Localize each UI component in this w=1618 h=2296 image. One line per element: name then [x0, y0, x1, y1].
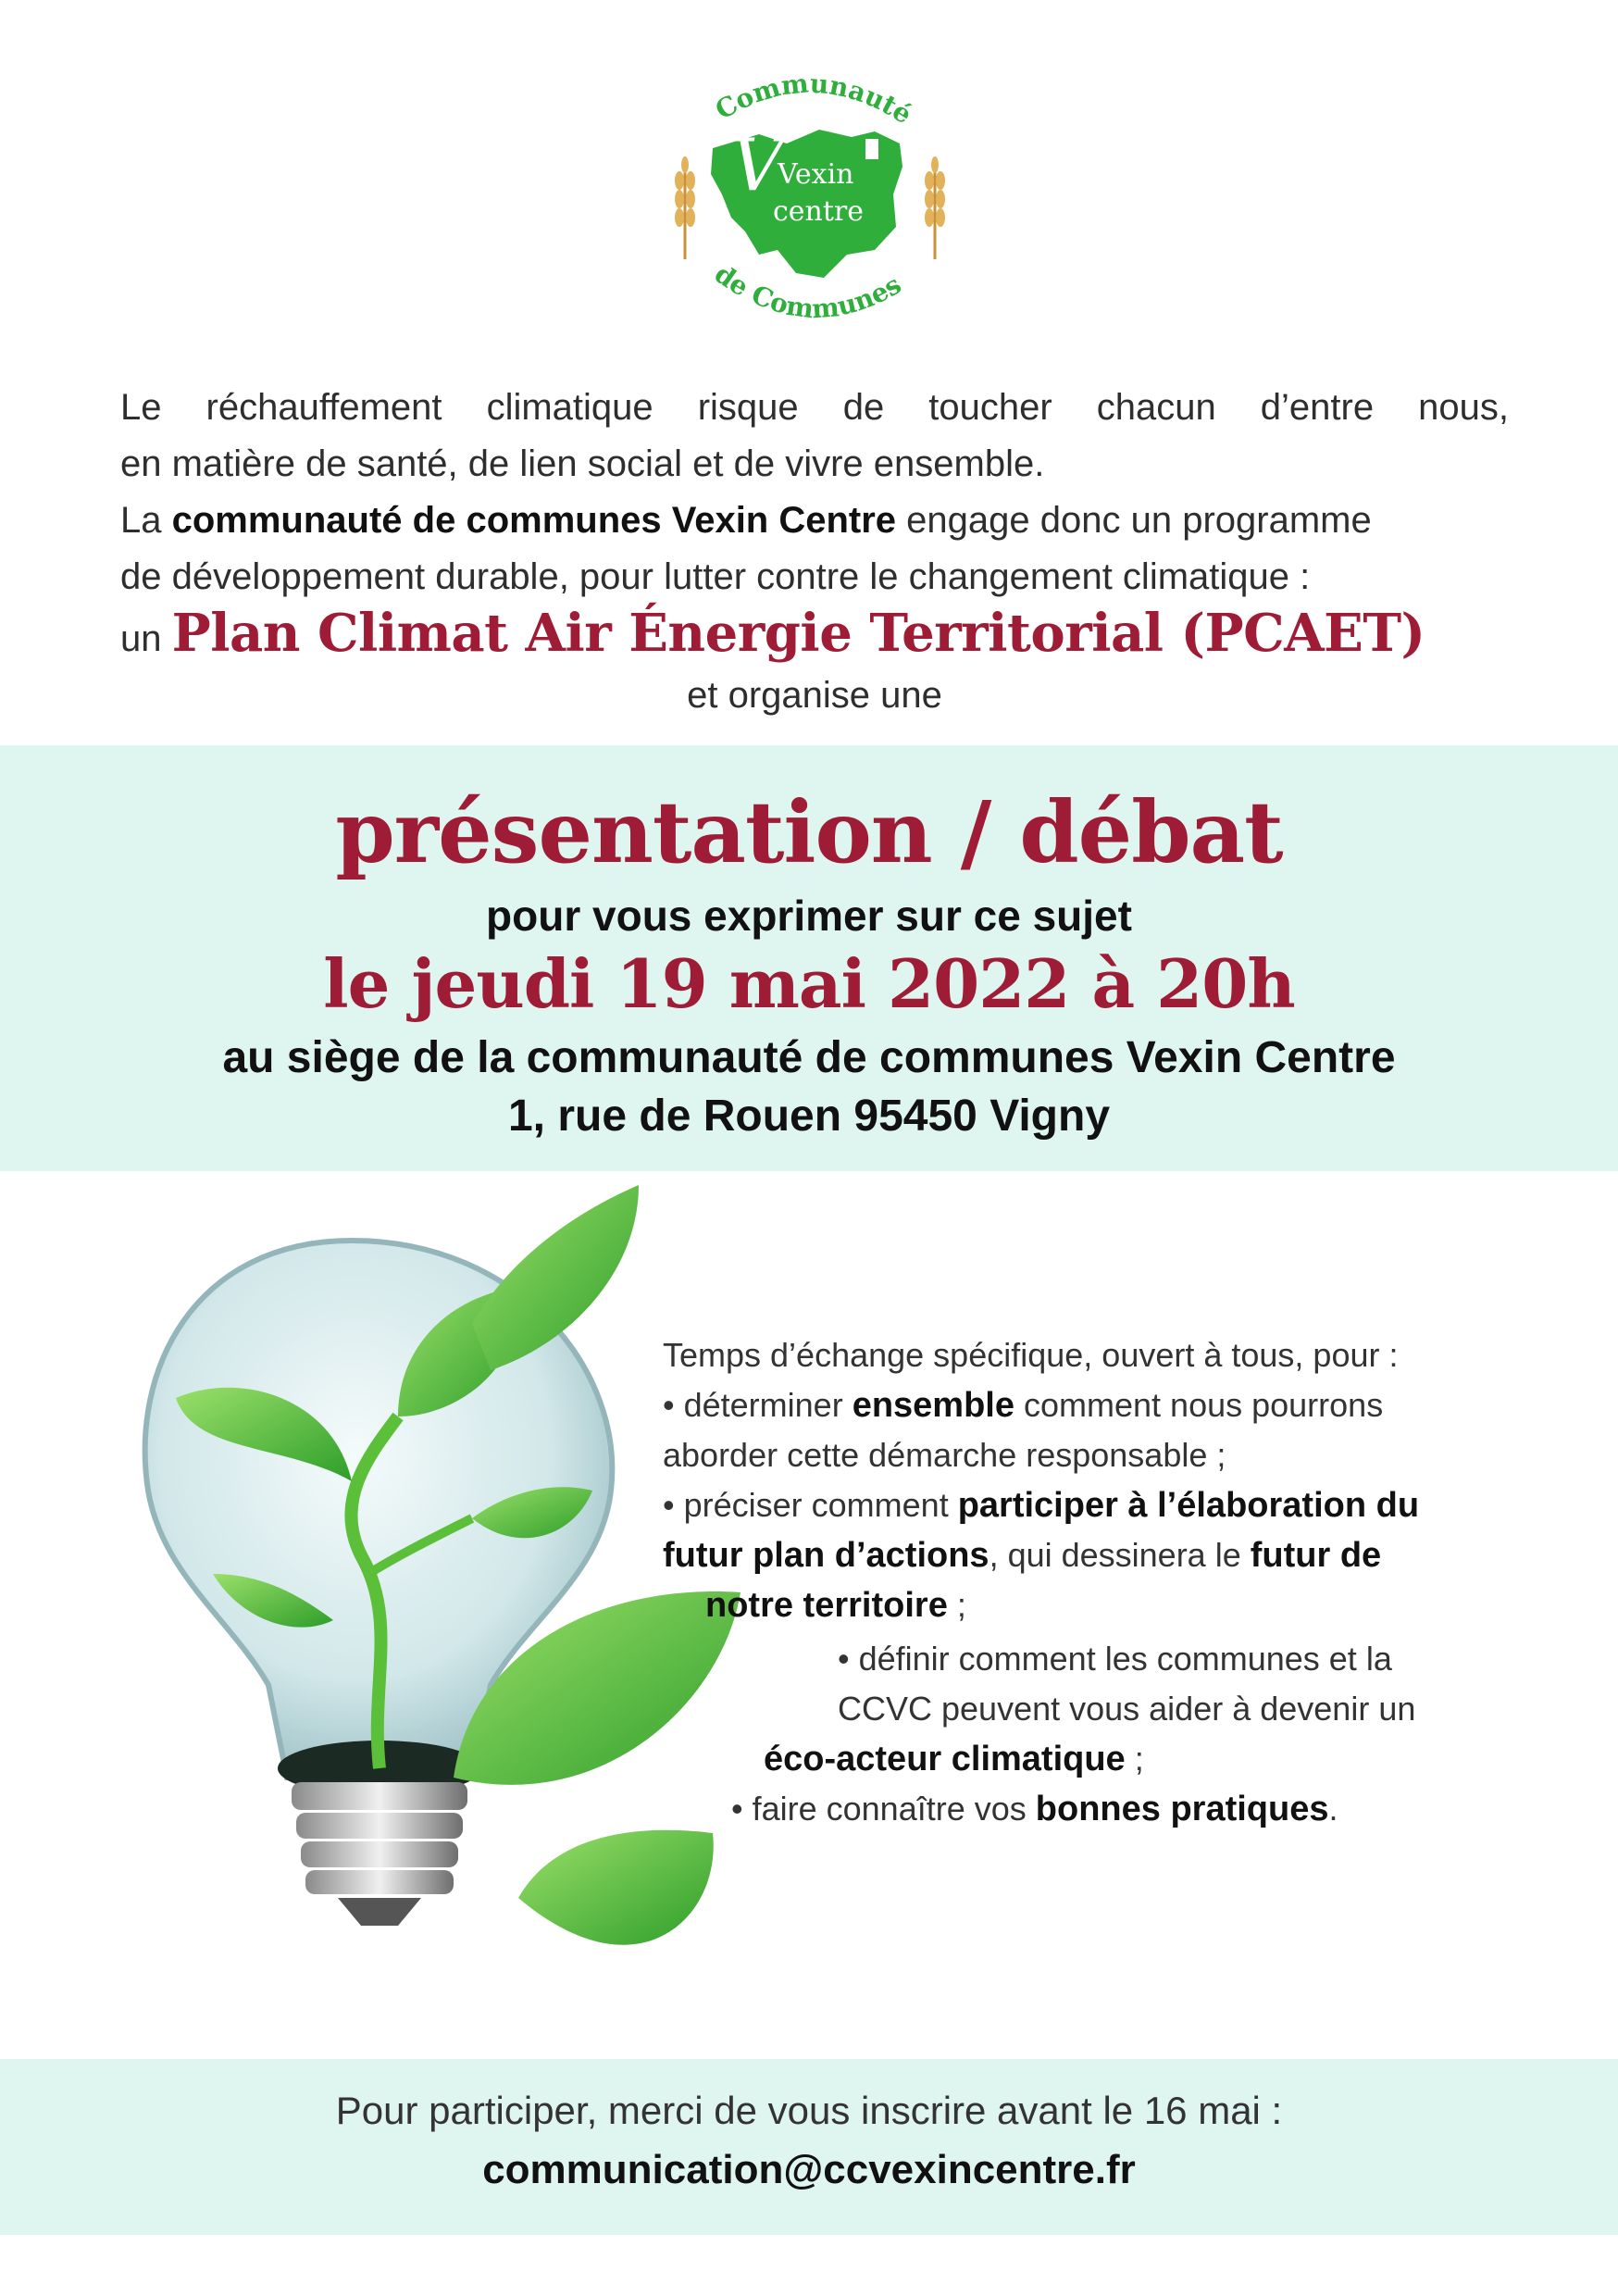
footer-band — [0, 2059, 1618, 2235]
bullet-item: • préciser comment participer à l’élaboration du — [663, 1486, 1420, 1525]
event-date: le jeudi 19 mai 2022 à 20h — [323, 944, 1295, 1023]
intro-line: Le réchauffement climatique risque de toucher chacun d’entre nous, — [120, 387, 1509, 428]
intro-line: de développement durable, pour lutter contre le changement climatique : — [120, 556, 1311, 597]
event-address: 1, rue de Rouen 95450 Vigny — [507, 1092, 1111, 1141]
bullet-item-cont: CCVC peuvent vous aider à devenir un — [838, 1690, 1416, 1728]
intro-paragraph — [120, 380, 1509, 724]
logo-word-centre: centre — [773, 195, 865, 228]
bullet-item-cont: éco-acteur climatique ; — [764, 1740, 1144, 1778]
bullet-item-cont: futur plan d’actions, qui dessinera le futur de — [663, 1536, 1382, 1575]
intro-line: en matière de santé, de lien social et de vivre ensemble. — [120, 443, 1045, 484]
details-intro: Temps d’échange spécifique, ouvert à tous, pour : — [663, 1336, 1399, 1374]
bullet-item-cont: aborder cette démarche responsable ; — [663, 1436, 1226, 1474]
registration-note: Pour participer, merci de vous inscrire avant le 16 mai : — [335, 2089, 1283, 2132]
svg-text:V: V — [731, 124, 784, 207]
intro-line: un Plan Climat Air Énergie Territorial (PCAET) — [120, 603, 1425, 664]
pcaet-title: Plan Climat Air Énergie Territorial (PCAET) — [171, 603, 1425, 664]
vexin-centre-logo — [657, 65, 963, 370]
logo-bottom-text: de Communes — [708, 257, 907, 325]
event-place: au siège de la communauté de communes Vexin Centre — [222, 1033, 1396, 1082]
contact-email-link[interactable]: communication@ccvexincentre.fr — [482, 2147, 1136, 2192]
event-subtitle: pour vous exprimer sur ce sujet — [486, 892, 1132, 940]
wheat-icon — [675, 156, 695, 259]
logo-word-vexin: Vexin — [778, 158, 854, 191]
intro-line: La communauté de communes Vexin Centre engage donc un programme — [120, 500, 1372, 541]
bullet-item: • faire connaître vos bonnes pratiques. — [731, 1790, 1338, 1828]
bullet-item: • déterminer ensemble comment nous pourrons — [663, 1386, 1384, 1425]
intro-line: et organise une — [687, 675, 942, 716]
bullet-item-cont: notre territoire ; — [705, 1586, 966, 1625]
event-banner — [0, 745, 1618, 1171]
logo-top-text: Communauté — [710, 68, 917, 131]
lightbulb-leaves-illustration — [120, 1185, 768, 2000]
church-icon — [865, 139, 878, 159]
wheat-icon — [925, 156, 945, 259]
event-title: présentation / débat — [335, 782, 1283, 882]
ccvc-name: communauté de communes Vexin Centre — [171, 500, 897, 541]
bullet-item: • définir comment les communes et la — [838, 1640, 1392, 1678]
